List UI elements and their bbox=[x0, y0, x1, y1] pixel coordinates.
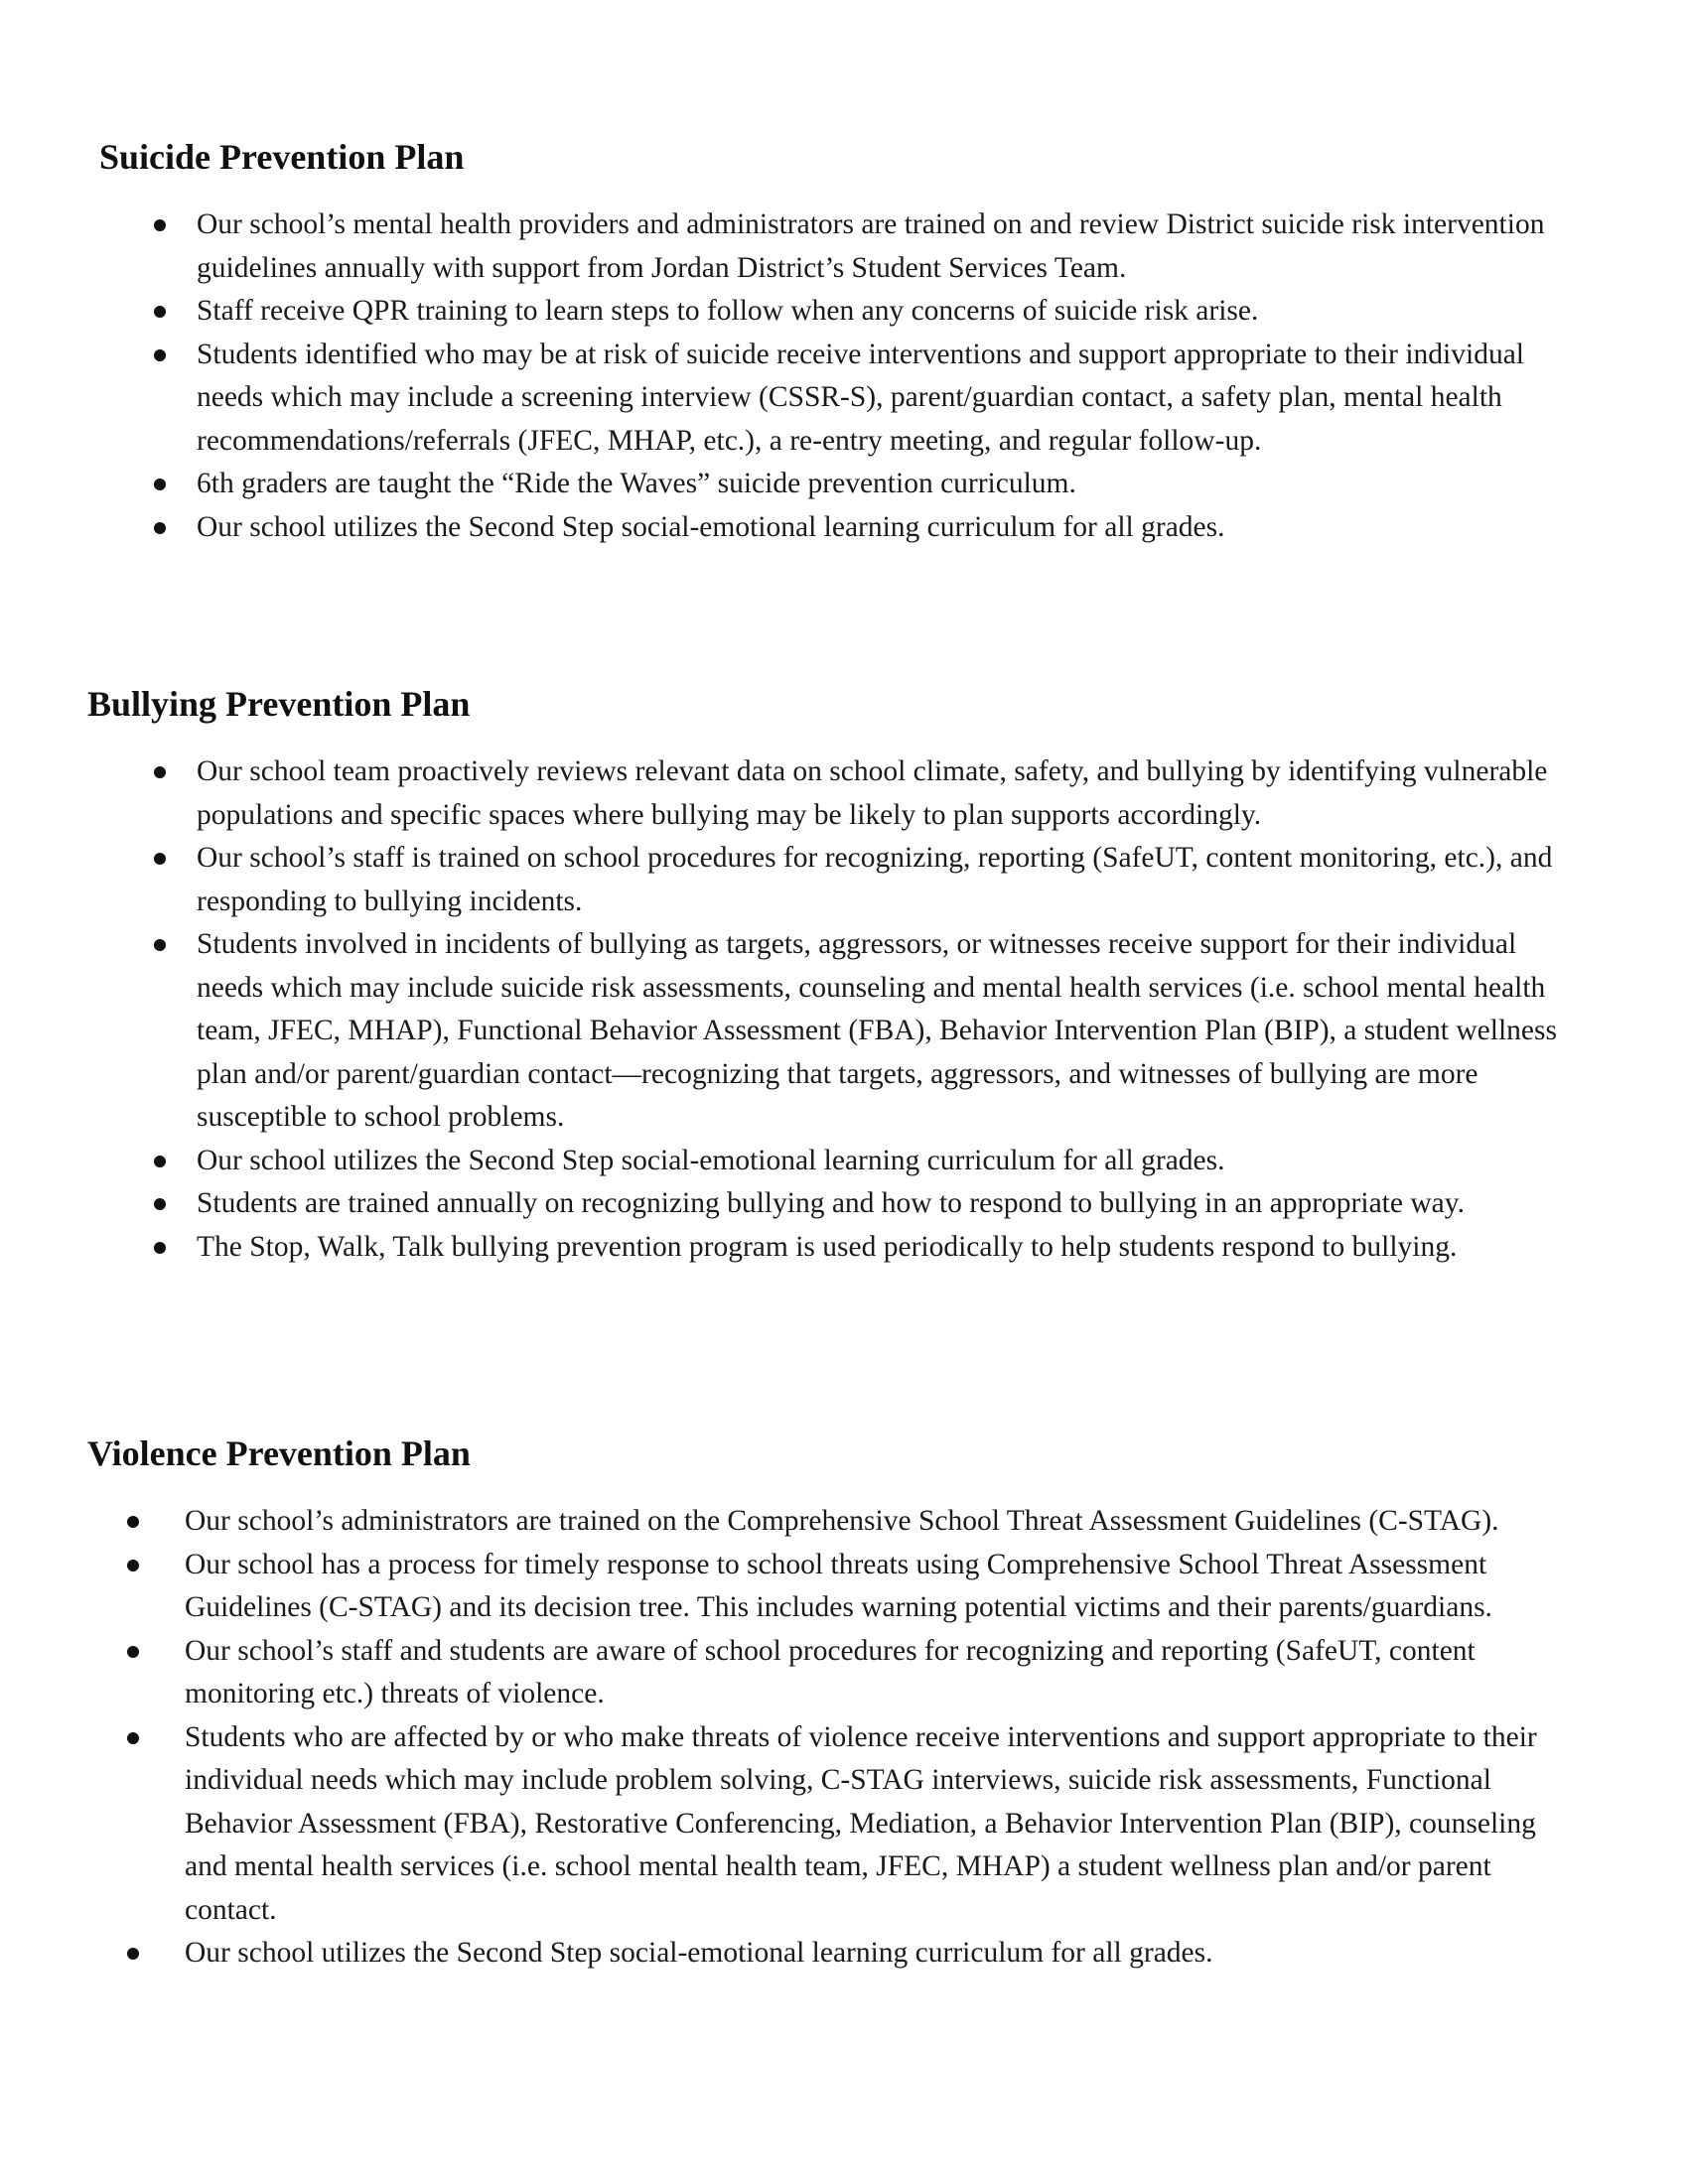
bullet-icon bbox=[154, 853, 166, 865]
bullet-icon bbox=[154, 219, 166, 231]
list-item bbox=[0, 463, 1688, 506]
list-item bbox=[0, 1226, 1688, 1270]
list-item-text: Our school utilizes the Second Step social-emotional learning curriculum for all grades. bbox=[197, 1144, 1225, 1176]
bullet-icon bbox=[154, 1156, 166, 1167]
list-item-text: Students identified who may be at risk of suicide receive interventions and support appropriate to their individual needs which may include a screening interview (CSSR-S), parent/guardian contact, a safety plan, mental health recommendations/referrals (JFEC, MHAP, etc.), a re-entry meeting, and regular follow-up. bbox=[197, 338, 1524, 457]
list-item-text: The Stop, Walk, Talk bullying prevention program is used periodically to help students respond to bullying. bbox=[197, 1230, 1458, 1263]
bullet-icon bbox=[127, 1646, 139, 1658]
list-item bbox=[0, 1544, 1688, 1630]
bullying-prevention-section bbox=[0, 682, 1688, 1269]
list-item bbox=[0, 204, 1688, 290]
list-item bbox=[0, 1500, 1688, 1544]
list-item bbox=[0, 290, 1688, 334]
list-item bbox=[0, 1140, 1688, 1183]
list-item bbox=[0, 837, 1688, 923]
list-item-text: Our school’s staff and students are aware of school procedures for recognizing and reporting (SafeUT, content monitoring etc.) threats of violence. bbox=[185, 1634, 1476, 1709]
bullet-icon bbox=[127, 1516, 139, 1528]
bullet-icon bbox=[154, 1242, 166, 1254]
bullet-icon bbox=[154, 1198, 166, 1210]
suicide-prevention-section bbox=[0, 135, 1688, 549]
bullet-icon bbox=[127, 1948, 139, 1960]
bullet-icon bbox=[154, 939, 166, 951]
bullet-icon bbox=[154, 766, 166, 778]
list-item-text: Our school has a process for timely response to school threats using Comprehensive School Threat Assessment Guidelines (C-STAG) and its decision tree. This includes warning potential victims and their parents/guardians. bbox=[185, 1548, 1492, 1623]
bullet-list bbox=[0, 751, 1688, 1269]
bullet-list bbox=[0, 1500, 1688, 1976]
violence-prevention-section bbox=[0, 1432, 1688, 1976]
list-item-text: Our school’s administrators are trained on the Comprehensive School Threat Assessment Guidelines (C-STAG). bbox=[185, 1505, 1499, 1537]
section-heading: Violence Prevention Plan bbox=[87, 1433, 471, 1473]
list-item-text: Our school team proactively reviews relevant data on school climate, safety, and bullying by identifying vulnerable populations and specific spaces where bullying may be likely to plan supports accordingly. bbox=[197, 755, 1548, 831]
list-item-text: Our school utilizes the Second Step social-emotional learning curriculum for all grades. bbox=[185, 1937, 1213, 1969]
list-item-text: Our school’s mental health providers and administrators are trained on and review District suicide risk intervention guidelines annually with support from Jordan District’s Student Services Team. bbox=[197, 208, 1545, 284]
list-item-text: Students involved in incidents of bullying as targets, aggressors, or witnesses receive support for their individual needs which may include suicide risk assessments, counseling and mental health services (i.e. school mental health team, JFEC, MHAP), Functional Behavior Assessment (FBA), Behavior Intervention Plan (BIP), a student wellness plan and/or parent/guardian contact—recognizing that targets, aggressors, and witnesses of bullying are more susceptible to school problems. bbox=[197, 928, 1557, 1133]
list-item bbox=[0, 1182, 1688, 1226]
list-item bbox=[0, 923, 1688, 1140]
list-item-text: 6th graders are taught the “Ride the Waves” suicide prevention curriculum. bbox=[197, 468, 1076, 499]
section-heading: Suicide Prevention Plan bbox=[99, 137, 465, 177]
list-item bbox=[0, 751, 1688, 837]
list-item-text: Students who are affected by or who make threats of violence receive interventions and support appropriate to their individual needs which may include problem solving, C-STAG interviews, suicide risk assessments, Functional Behavior Assessment (FBA), Restorative Conferencing, Mediation, a Behavior Intervention Plan (BIP), counseling and mental health services (i.e. school mental health team, JFEC, MHAP) a student wellness plan and/or parent contact. bbox=[185, 1720, 1537, 1926]
section-heading: Bullying Prevention Plan bbox=[87, 684, 471, 724]
bullet-icon bbox=[127, 1560, 139, 1571]
list-item-text: Students are trained annually on recognizing bullying and how to respond to bullying in an appropriate way. bbox=[197, 1187, 1465, 1219]
list-item bbox=[0, 1630, 1688, 1716]
bullet-list bbox=[0, 204, 1688, 549]
list-item bbox=[0, 1932, 1688, 1976]
list-item-text: Our school’s staff is trained on school procedures for recognizing, reporting (SafeUT, content monitoring, etc.), and responding to bullying incidents. bbox=[197, 842, 1553, 917]
bullet-icon bbox=[154, 349, 166, 361]
bullet-icon bbox=[154, 522, 166, 534]
list-item bbox=[0, 1716, 1688, 1933]
list-item-text: Staff receive QPR training to learn steps to follow when any concerns of suicide risk arise. bbox=[197, 295, 1259, 327]
list-item bbox=[0, 334, 1688, 464]
bullet-icon bbox=[154, 478, 166, 490]
bullet-icon bbox=[154, 306, 166, 318]
list-item bbox=[0, 506, 1688, 550]
bullet-icon bbox=[127, 1732, 139, 1744]
list-item-text: Our school utilizes the Second Step social-emotional learning curriculum for all grades. bbox=[197, 510, 1225, 543]
